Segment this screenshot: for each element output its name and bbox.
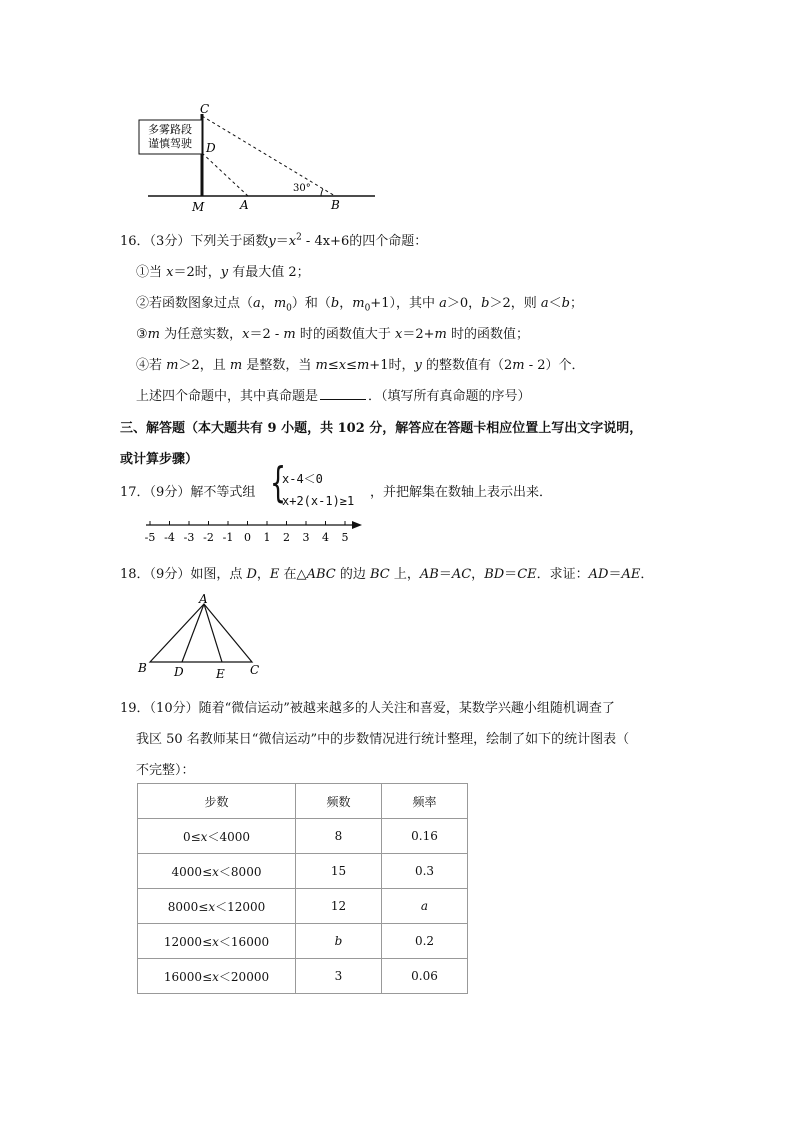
cell-steps-range: 12000≤x＜16000 (138, 924, 296, 959)
arrow-right-icon (352, 521, 362, 529)
point-m: M (192, 200, 205, 214)
q16-conclusion: 上述四个命题中，其中真命题是 ．（填写所有真命题的序号） (136, 389, 531, 404)
header-steps: 步数 (138, 784, 296, 819)
cell-steps-range: 8000≤x＜12000 (138, 889, 296, 924)
cell-steps-range: 16000≤x＜20000 (138, 959, 296, 994)
vertex-a: A (199, 592, 208, 606)
cell-frequency: 0.3 (382, 854, 468, 889)
cell-frequency: 0.16 (382, 819, 468, 854)
cell-count: 15 (296, 854, 382, 889)
tick-label: -5 (144, 531, 156, 544)
number-line (140, 516, 370, 546)
cell-frequency: a (382, 889, 468, 924)
q17-stem-b: ，并把解集在数轴上表示出来． (370, 485, 553, 500)
vertex-b: B (138, 661, 147, 675)
header-count: 频数 (296, 784, 382, 819)
point-a: A (240, 198, 249, 212)
q19-stem-2: 我区 50 名教师某日“微信运动”中的步数情况进行统计整理，绘制了如下的统计图表（ (136, 732, 630, 747)
tick-label: 5 (341, 531, 349, 544)
q17-stem-a: 17．（9分）解不等式组 (120, 485, 256, 500)
table-row (138, 889, 468, 924)
angle-label: 30° (293, 183, 311, 194)
segment-ad (182, 604, 204, 662)
tick-label: 0 (244, 531, 251, 544)
cell-steps-range: 4000≤x＜8000 (138, 854, 296, 889)
cell-count: 3 (296, 959, 382, 994)
q16-prop-4: ④若 m＞2，且 m 是整数，当 m≤x≤m+1时，y 的整数值有（2m - 2）个． (136, 358, 585, 373)
tick-label: -4 (164, 531, 175, 544)
tick-label: -2 (203, 531, 214, 544)
point-d: D (206, 141, 216, 155)
inequality-system (270, 458, 380, 514)
q19-stem-3: 不完整）： (136, 763, 195, 778)
q16-prop-3: ③m 为任意实数，x＝2 - m 时的函数值大于 x＝2+m 时的函数值； (136, 327, 529, 342)
q18-stem: 18．（9分）如图，点 D，E 在△ABC 的边 BC 上，AB＝AC，BD＝CE．求证：AD＝AE． (120, 567, 654, 582)
cell-count: 8 (296, 819, 382, 854)
fig-q18-triangle (130, 592, 270, 684)
cell-count: 12 (296, 889, 382, 924)
answer-blank[interactable] (320, 388, 366, 400)
q16-prop-1: ①当 x＝2时，y 有最大值 2； (136, 265, 310, 280)
point-b: B (331, 198, 340, 212)
inequality-2: x+2(x-1)≥1 (282, 494, 355, 508)
vertex-d: D (174, 665, 184, 679)
cell-steps-range: 0≤x＜4000 (138, 819, 296, 854)
header-frequency: 频率 (382, 784, 468, 819)
tick-label: -3 (183, 531, 195, 544)
vertex-c: C (250, 663, 260, 677)
table-row (138, 854, 468, 889)
tick-label: 3 (302, 531, 310, 544)
sign-text-2: 谨慎驾驶 (148, 137, 192, 150)
line-cb (202, 116, 335, 196)
line-da (202, 153, 248, 196)
q16-stem: 16．（3分）下列关于函数$y=x^2 - 4x+6$的四个命题： (120, 232, 428, 249)
section-3-heading: 三、解答题（本大题共有 9 小题，共 102 分，解答应在答题卡相应位置上写出文字说明， (120, 421, 643, 436)
cell-frequency: 0.2 (382, 924, 468, 959)
vertex-e: E (216, 667, 225, 681)
section-3-heading-cont: 或计算步骤） (120, 452, 199, 467)
segment-ae (204, 604, 222, 662)
inequality-1: x-4＜0 (282, 472, 323, 486)
frequency-table (137, 783, 468, 994)
q19-stem-1: 19．（10分）随着“微信运动”被越来越多的人关注和喜爱，某数学兴趣小组随机调查了 (120, 701, 615, 716)
point-c: C (200, 102, 210, 116)
sign-text-1: 多雾路段 (148, 123, 192, 136)
tick-label: 2 (283, 531, 290, 544)
brace-icon: { (270, 458, 287, 507)
angle-arc (321, 189, 323, 196)
fig-q15-diagram (130, 100, 390, 215)
table-row (138, 819, 468, 854)
table-row (138, 959, 468, 994)
table-header-row (138, 784, 468, 819)
tick-label: 4 (322, 531, 329, 544)
cell-count: b (296, 924, 382, 959)
q16-prop-2: ②若函数图象过点（a，$m_0$）和（b，$m_0+1$），其中 a＞0，b＞2，则 a＜b； (136, 296, 583, 314)
tick-label: 1 (263, 531, 271, 544)
tick-label: -1 (222, 531, 234, 544)
cell-frequency: 0.06 (382, 959, 468, 994)
table-row (138, 924, 468, 959)
